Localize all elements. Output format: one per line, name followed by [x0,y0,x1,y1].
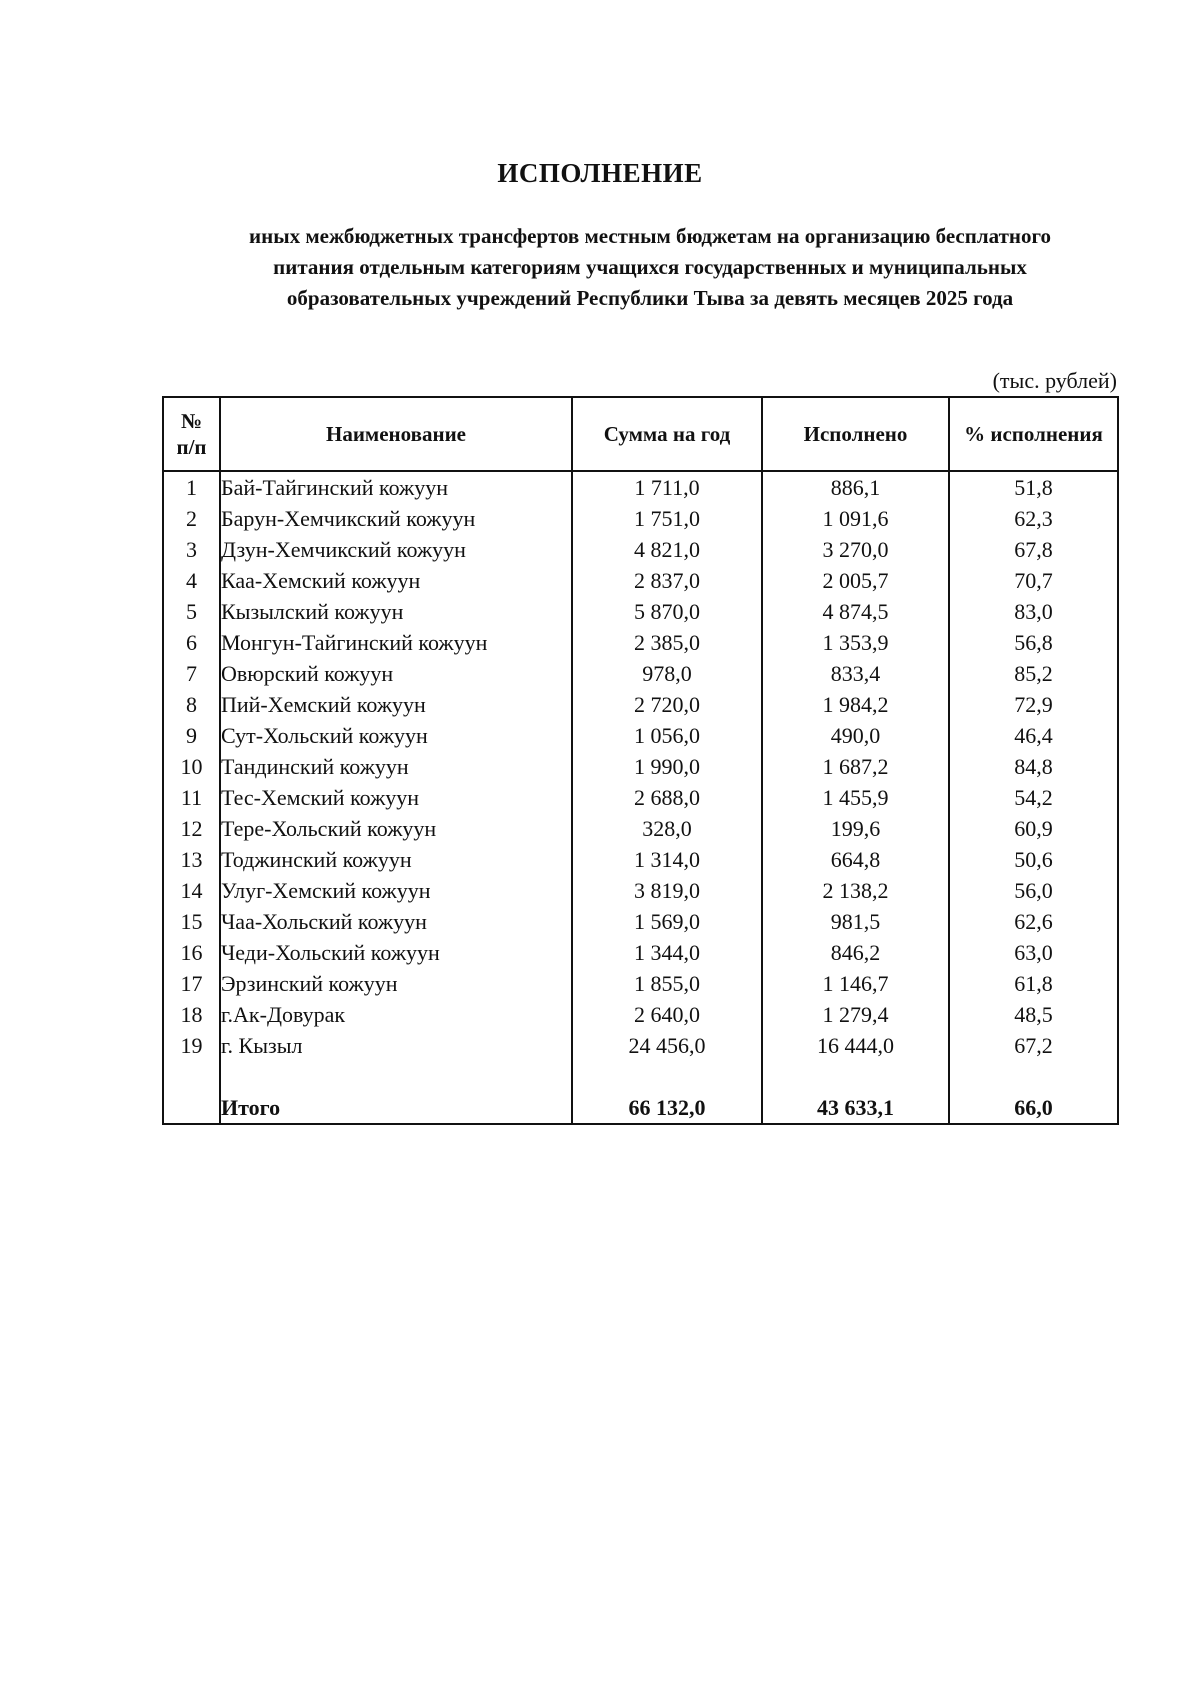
row-percent: 62,6 [949,906,1118,937]
row-num: 17 [163,968,220,999]
row-num: 15 [163,906,220,937]
row-name: Овюрский кожуун [220,658,572,689]
row-num: 13 [163,844,220,875]
row-num: 8 [163,689,220,720]
row-num: 19 [163,1030,220,1061]
row-percent: 67,2 [949,1030,1118,1061]
row-year-sum: 2 688,0 [572,782,762,813]
table-header-row [163,397,1118,471]
row-percent: 54,2 [949,782,1118,813]
row-executed: 833,4 [762,658,949,689]
table-row [163,782,1118,813]
row-percent: 67,8 [949,534,1118,565]
table-row [163,471,1118,503]
row-name: Монгун-Тайгинский кожуун [220,627,572,658]
header-percent: % исполнения [949,397,1118,471]
row-name: Тандинский кожуун [220,751,572,782]
row-percent: 48,5 [949,999,1118,1030]
row-num: 1 [163,471,220,503]
table-row [163,720,1118,751]
row-year-sum: 2 720,0 [572,689,762,720]
row-name: Чаа-Хольский кожуун [220,906,572,937]
row-percent: 62,3 [949,503,1118,534]
row-name: Эрзинский кожуун [220,968,572,999]
row-num: 11 [163,782,220,813]
row-name: Каа-Хемский кожуун [220,565,572,596]
row-executed: 1 279,4 [762,999,949,1030]
row-executed: 1 146,7 [762,968,949,999]
row-name: Сут-Хольский кожуун [220,720,572,751]
row-num: 14 [163,875,220,906]
row-year-sum: 1 711,0 [572,471,762,503]
total-percent: 66,0 [949,1092,1118,1124]
row-executed: 1 984,2 [762,689,949,720]
row-num: 4 [163,565,220,596]
row-percent: 84,8 [949,751,1118,782]
table-row [163,937,1118,968]
row-name: Дзун-Хемчикский кожуун [220,534,572,565]
row-name: Чеди-Хольский кожуун [220,937,572,968]
table-row [163,503,1118,534]
header-num: № п/п [163,397,220,471]
execution-table [162,396,1119,1125]
row-name: г.Ак-Довурак [220,999,572,1030]
table-row [163,844,1118,875]
row-year-sum: 1 990,0 [572,751,762,782]
row-num: 16 [163,937,220,968]
table-row [163,751,1118,782]
row-year-sum: 1 751,0 [572,503,762,534]
table-row [163,565,1118,596]
row-executed: 1 455,9 [762,782,949,813]
row-percent: 46,4 [949,720,1118,751]
row-name: г. Кызыл [220,1030,572,1061]
row-year-sum: 4 821,0 [572,534,762,565]
row-percent: 72,9 [949,689,1118,720]
row-percent: 51,8 [949,471,1118,503]
row-year-sum: 328,0 [572,813,762,844]
table-row [163,999,1118,1030]
row-executed: 1 353,9 [762,627,949,658]
row-num: 18 [163,999,220,1030]
row-name: Кызылский кожуун [220,596,572,627]
row-name: Бай-Тайгинский кожуун [220,471,572,503]
row-name: Тоджинский кожуун [220,844,572,875]
row-executed: 664,8 [762,844,949,875]
row-percent: 83,0 [949,596,1118,627]
row-year-sum: 3 819,0 [572,875,762,906]
row-executed: 981,5 [762,906,949,937]
table-row [163,875,1118,906]
total-row [163,1092,1118,1124]
row-year-sum: 2 640,0 [572,999,762,1030]
row-year-sum: 24 456,0 [572,1030,762,1061]
document-title: ИСПОЛНЕНИЕ [497,158,703,188]
row-num: 3 [163,534,220,565]
row-executed: 490,0 [762,720,949,751]
table-body [163,471,1118,1061]
row-executed: 886,1 [762,471,949,503]
row-name: Барун-Хемчикский кожуун [220,503,572,534]
row-executed: 4 874,5 [762,596,949,627]
total-label: Итого [220,1092,572,1124]
total-year-sum: 66 132,0 [572,1092,762,1124]
row-executed: 2 138,2 [762,875,949,906]
row-percent: 50,6 [949,844,1118,875]
row-year-sum: 1 056,0 [572,720,762,751]
row-name: Пий-Хемский кожуун [220,689,572,720]
row-executed: 1 687,2 [762,751,949,782]
row-percent: 63,0 [949,937,1118,968]
row-num: 6 [163,627,220,658]
row-executed: 3 270,0 [762,534,949,565]
row-num: 9 [163,720,220,751]
row-executed: 1 091,6 [762,503,949,534]
row-executed: 199,6 [762,813,949,844]
row-num: 2 [163,503,220,534]
row-year-sum: 1 569,0 [572,906,762,937]
table-row [163,689,1118,720]
row-percent: 70,7 [949,565,1118,596]
table-row [163,596,1118,627]
row-num: 10 [163,751,220,782]
row-percent: 56,0 [949,875,1118,906]
row-percent: 56,8 [949,627,1118,658]
total-executed: 43 633,1 [762,1092,949,1124]
row-year-sum: 2 837,0 [572,565,762,596]
subtitle-line: питания отдельным категориям учащихся государственных и муниципальных [273,255,1027,279]
row-year-sum: 2 385,0 [572,627,762,658]
table-row [163,968,1118,999]
row-year-sum: 1 344,0 [572,937,762,968]
table-row [163,906,1118,937]
table-row [163,1030,1118,1061]
header-year-sum: Сумма на год [572,397,762,471]
table-row [163,658,1118,689]
row-name: Тере-Хольский кожуун [220,813,572,844]
row-percent: 60,9 [949,813,1118,844]
row-executed: 2 005,7 [762,565,949,596]
row-num: 12 [163,813,220,844]
header-executed: Исполнено [762,397,949,471]
row-year-sum: 978,0 [572,658,762,689]
spacer-row [163,1061,1118,1092]
row-name: Улуг-Хемский кожуун [220,875,572,906]
row-percent: 61,8 [949,968,1118,999]
table-row [163,813,1118,844]
row-executed: 846,2 [762,937,949,968]
row-num: 5 [163,596,220,627]
table-row [163,534,1118,565]
document-subtitle [160,221,1140,314]
row-executed: 16 444,0 [762,1030,949,1061]
row-year-sum: 1 855,0 [572,968,762,999]
subtitle-line: иных межбюджетных трансфертов местным бюджетам на организацию бесплатного [249,224,1051,248]
table-row [163,627,1118,658]
row-year-sum: 5 870,0 [572,596,762,627]
units-label: (тыс. рублей) [992,368,1117,393]
row-num: 7 [163,658,220,689]
subtitle-line: образовательных учреждений Республики Тыва за девять месяцев 2025 года [286,286,1014,310]
row-percent: 85,2 [949,658,1118,689]
row-name: Тес-Хемский кожуун [220,782,572,813]
row-year-sum: 1 314,0 [572,844,762,875]
header-name: Наименование [220,397,572,471]
